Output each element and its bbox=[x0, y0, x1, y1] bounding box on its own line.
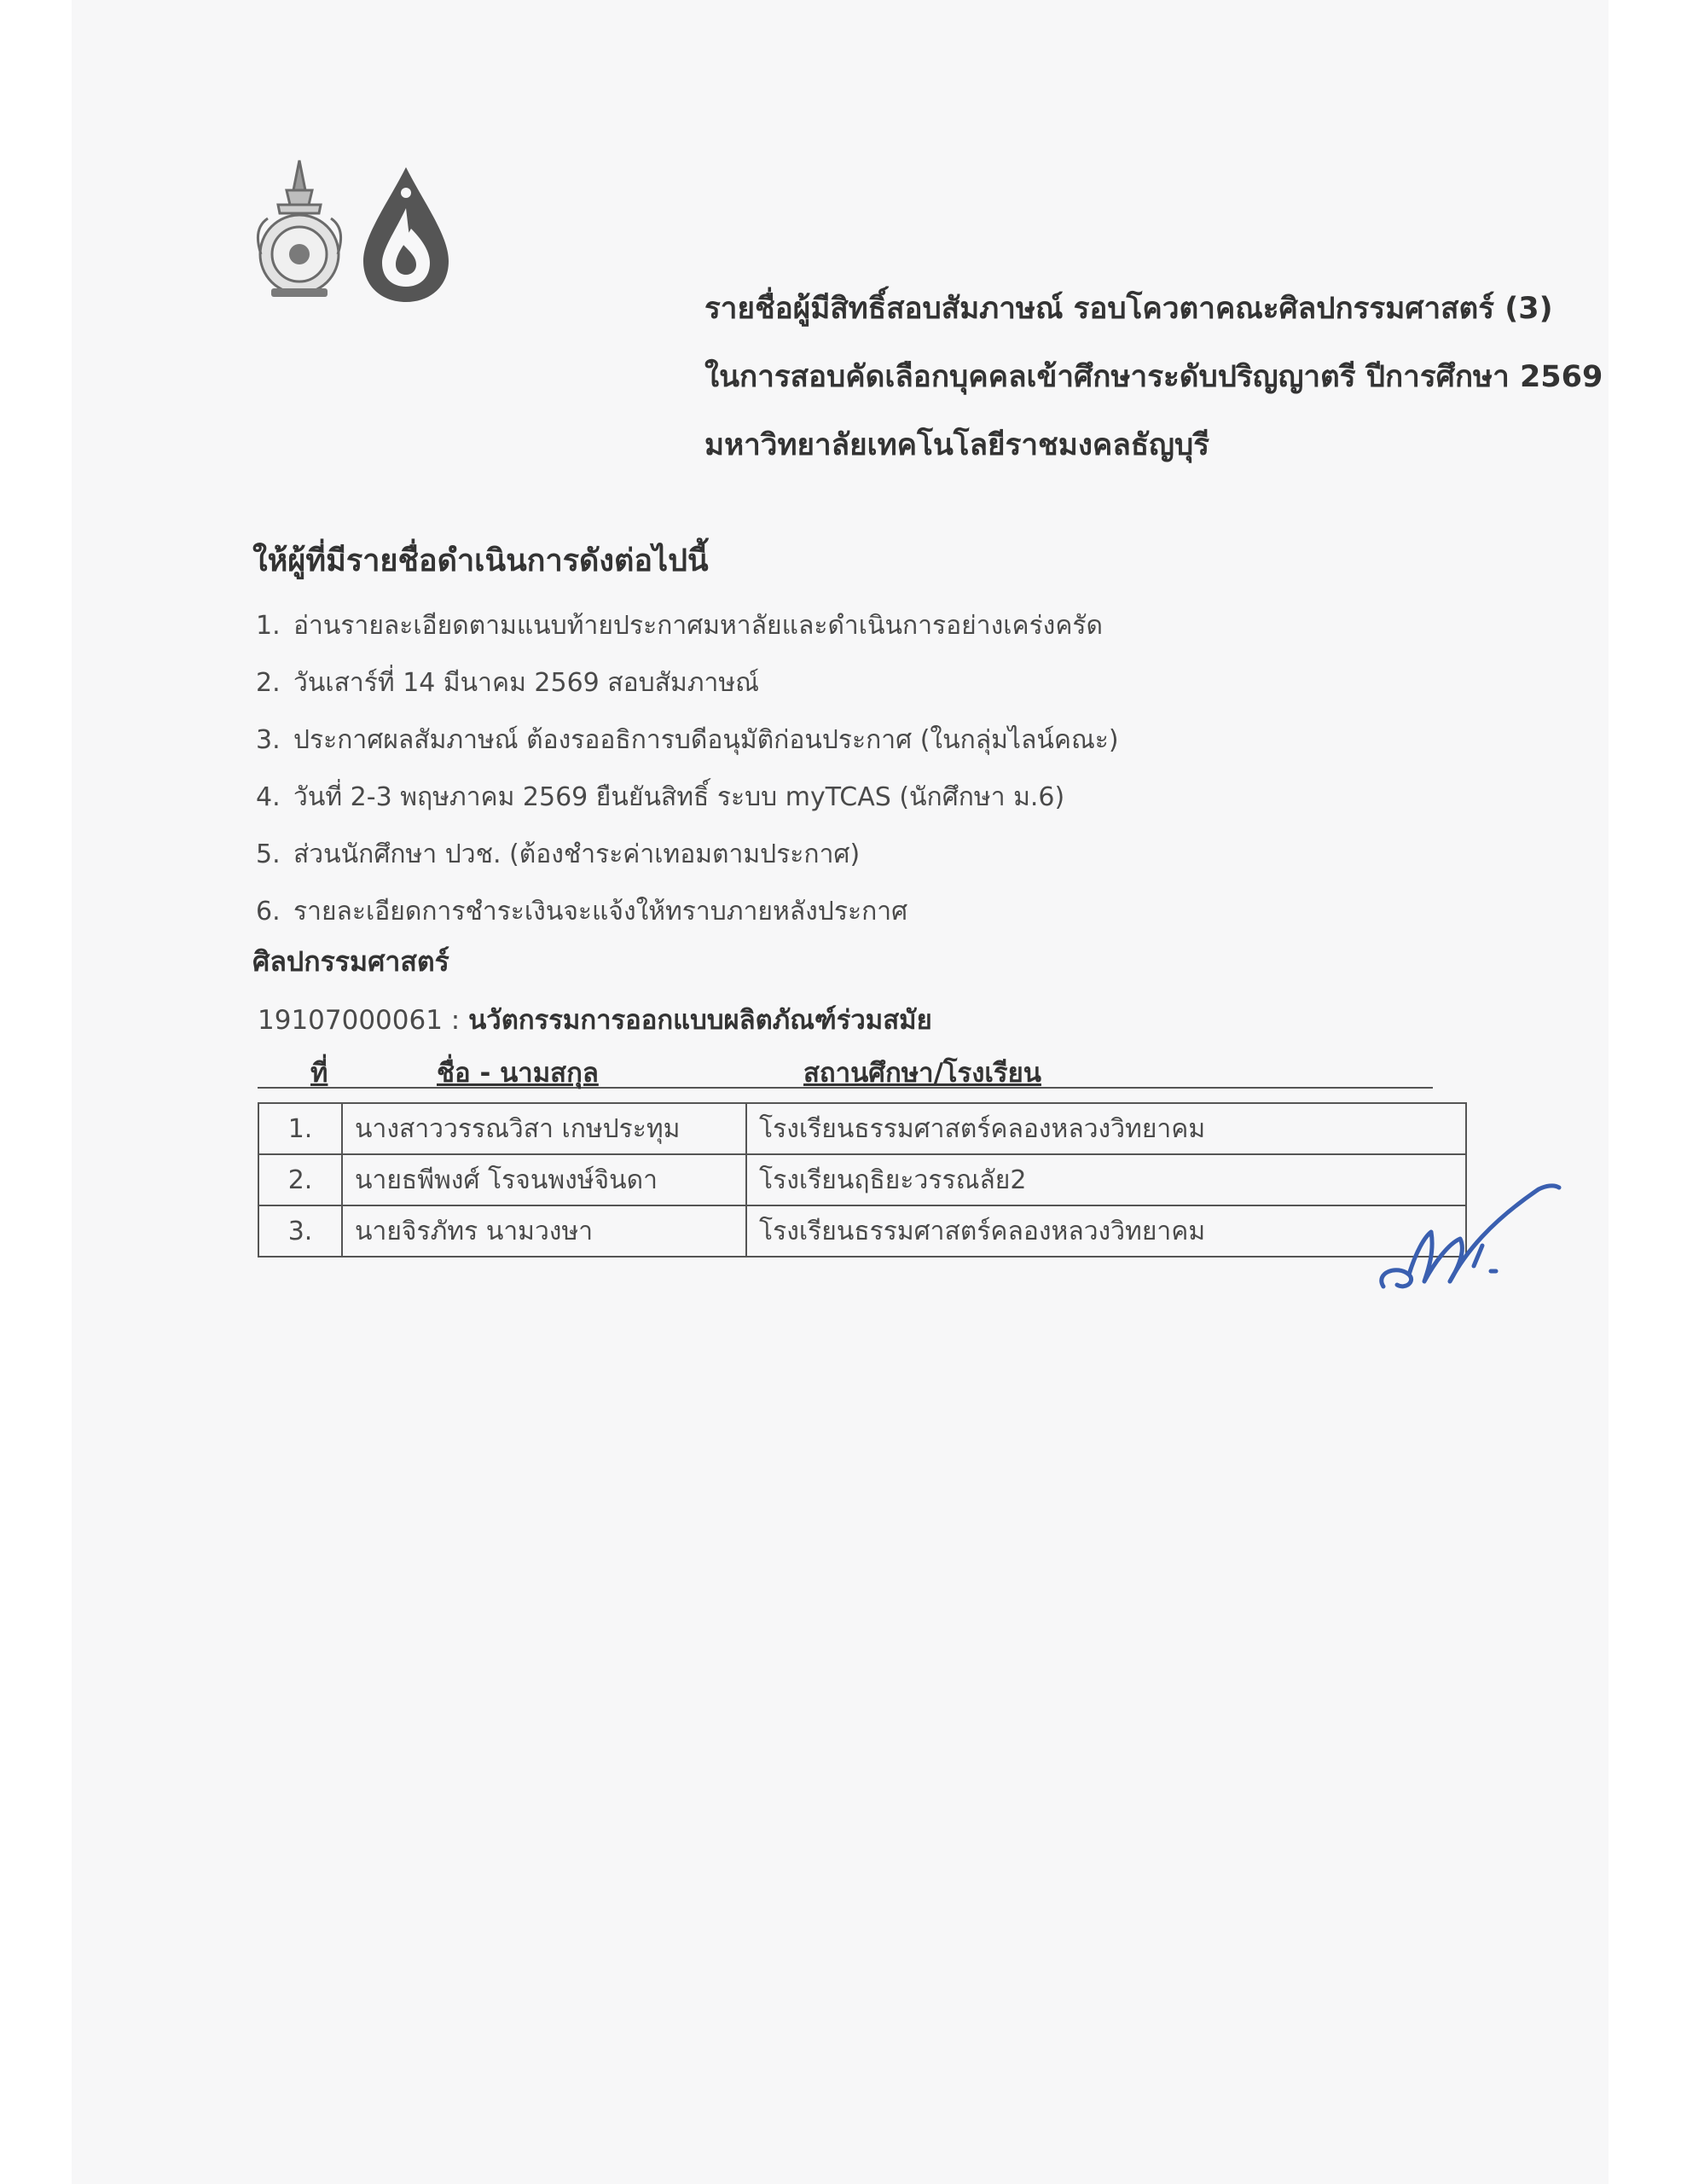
instruction-item bbox=[256, 826, 1119, 883]
cell-name: นายจิรภัทร นามวงษา bbox=[342, 1205, 746, 1257]
instruction-item bbox=[256, 712, 1119, 769]
cell-school: โรงเรียนธรรมศาสตร์คลองหลวงวิทยาคม bbox=[746, 1103, 1466, 1154]
instruction-item bbox=[256, 597, 1119, 654]
program-name: นวัตกรรมการออกแบบผลิตภัณฑ์ร่วมสมัย bbox=[468, 1005, 932, 1036]
cell-school: โรงเรียนธรรมศาสตร์คลองหลวงวิทยาคม bbox=[746, 1205, 1466, 1257]
cell-no: 1. bbox=[258, 1103, 342, 1154]
cell-no: 2. bbox=[258, 1154, 342, 1205]
item-text: อ่านรายละเอียดตามแนบท้ายประกาศมหาลัยและดำเนินการอย่างเคร่งครัด bbox=[293, 611, 1103, 641]
item-text: ประกาศผลสัมภาษณ์ ต้องรออธิการบดีอนุมัติก่อนประกาศ (ในกลุ่มไลน์คณะ) bbox=[293, 725, 1119, 755]
program-line bbox=[258, 998, 932, 1041]
instructions-title: ให้ผู้ที่มีรายชื่อดำเนินการดังต่อไปนี้ bbox=[252, 543, 709, 578]
table-row bbox=[258, 1154, 1466, 1205]
candidates-table bbox=[258, 1102, 1467, 1258]
cell-no: 3. bbox=[258, 1205, 342, 1257]
faculty-logo-icon bbox=[355, 167, 457, 304]
instructions-list bbox=[256, 597, 1119, 940]
cell-school: โรงเรียนฤธิยะวรรณลัย2 bbox=[746, 1154, 1466, 1205]
item-number: 4. bbox=[256, 782, 281, 812]
table-column-headers bbox=[258, 1051, 1433, 1089]
header-school: สถานศึกษา/โรงเรียน bbox=[803, 1058, 1041, 1089]
item-number: 3. bbox=[256, 725, 281, 755]
heading-line-1: รายชื่อผู้มีสิทธิ์สอบสัมภาษณ์ รอบโควตาคณะศิลปกรรมศาสตร์ (3) bbox=[704, 292, 1553, 326]
cell-name: นายธพีพงศ์ โรจนพงษ์จินดา bbox=[342, 1154, 746, 1205]
faculty-name: ศิลปกรรมศาสตร์ bbox=[252, 945, 449, 978]
heading-line-2: ในการสอบคัดเลือกบุคคลเข้าศึกษาระดับปริญญาตรี ปีการศึกษา 2569 bbox=[704, 360, 1603, 394]
instruction-item bbox=[256, 883, 1119, 940]
handwritten-signature bbox=[1371, 1170, 1576, 1307]
program-code: 19107000061 : bbox=[258, 1005, 469, 1036]
cell-name: นางสาววรรณวิสา เกษประทุม bbox=[342, 1103, 746, 1154]
document-heading bbox=[704, 275, 1660, 479]
table-row bbox=[258, 1103, 1466, 1154]
instruction-item bbox=[256, 769, 1119, 826]
item-text: วันเสาร์ที่ 14 มีนาคม 2569 สอบสัมภาษณ์ bbox=[293, 668, 759, 698]
header-no: ที่ bbox=[310, 1058, 328, 1089]
heading-line-3: มหาวิทยาลัยเทคโนโลยีราชมงคลธัญบุรี bbox=[704, 428, 1209, 462]
item-text: รายละเอียดการชำระเงินจะแจ้งให้ทราบภายหลังประกาศ bbox=[293, 897, 908, 926]
table-row bbox=[258, 1205, 1466, 1257]
header-name: ชื่อ - นามสกุล bbox=[437, 1058, 599, 1089]
item-text: ส่วนนักศึกษา ปวช. (ต้องชำระค่าเทอมตามประกาศ) bbox=[293, 839, 861, 869]
item-number: 1. bbox=[256, 611, 281, 641]
instruction-item bbox=[256, 654, 1119, 712]
logos bbox=[252, 152, 457, 314]
item-text: วันที่ 2-3 พฤษภาคม 2569 ยืนยันสิทธิ์ ระบบ myTCAS (นักศึกษา ม.6) bbox=[293, 782, 1065, 812]
item-number: 5. bbox=[256, 839, 281, 869]
item-number: 6. bbox=[256, 897, 281, 926]
item-number: 2. bbox=[256, 668, 281, 698]
